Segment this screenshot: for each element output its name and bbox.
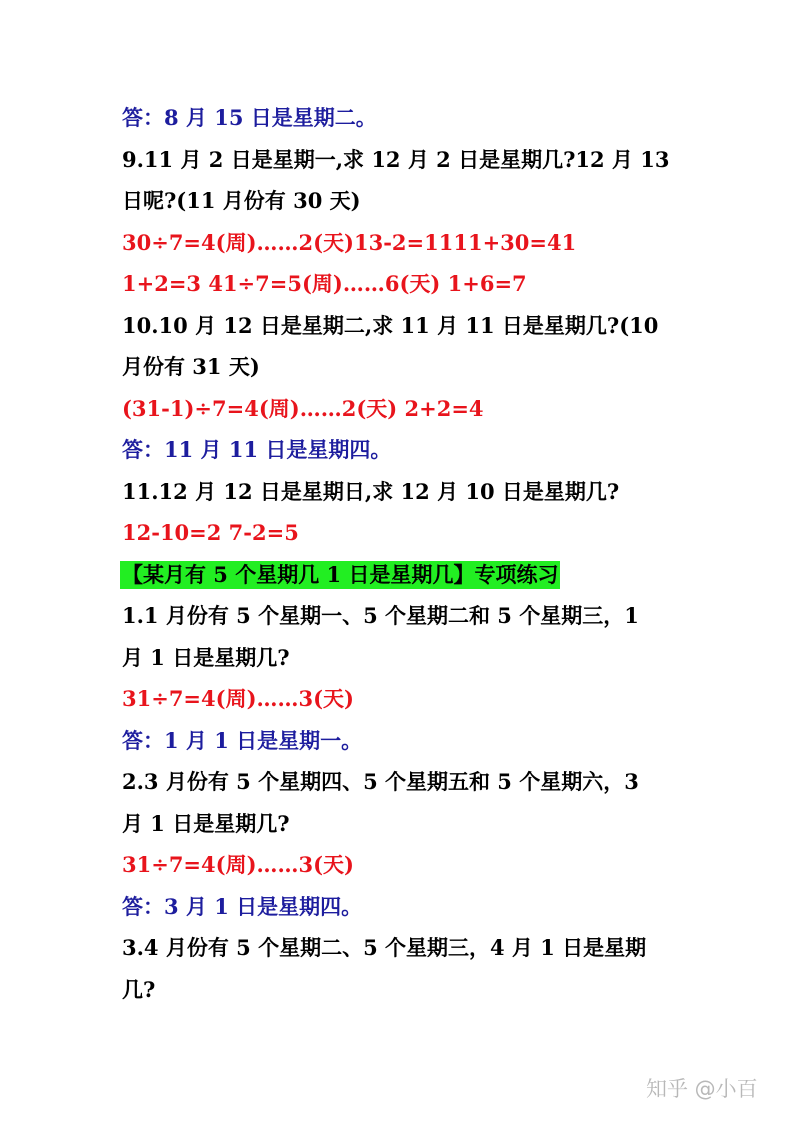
question-line: 月 1 日是星期几? <box>122 811 290 836</box>
answer-line: 答：3 月 1 日是星期四。 <box>122 894 363 919</box>
calculation-line: 30÷7=4(周)……2(天)13-2=1111+30=41 <box>122 230 577 255</box>
question-line: 1.1 月份有 5 个星期一、5 个星期二和 5 个星期三，1 <box>122 603 639 628</box>
calculation-line: (31-1)÷7=4(周)……2(天) 2+2=4 <box>122 396 484 421</box>
question-line: 10.10 月 12 日是星期二,求 11 月 11 日是星期几?(10 <box>122 313 659 338</box>
question-line: 3.4 月份有 5 个星期二、5 个星期三，4 月 1 日是星期 <box>122 935 647 960</box>
question-line: 月 1 日是星期几? <box>122 645 290 670</box>
calculation-line: 1+2=3 41÷7=5(周)……6(天) 1+6=7 <box>122 271 527 296</box>
question-line: 日呢?(11 月份有 30 天) <box>122 188 361 213</box>
calculation-line: 31÷7=4(周)……3(天) <box>122 686 354 711</box>
zhihu-watermark: 知乎 @小百 <box>646 1077 758 1101</box>
question-line: 几? <box>122 977 156 1002</box>
answer-line: 答：1 月 1 日是星期一。 <box>122 728 363 753</box>
answer-line: 答：8 月 15 日是星期二。 <box>122 105 377 130</box>
question-line: 月份有 31 天) <box>122 354 260 379</box>
section-heading: 【某月有 5 个星期几 1 日是星期几】专项练习 <box>122 562 559 587</box>
question-line: 2.3 月份有 5 个星期四、5 个星期五和 5 个星期六，3 <box>122 769 639 794</box>
calculation-line: 31÷7=4(周)……3(天) <box>122 852 354 877</box>
question-line: 9.11 月 2 日是星期一,求 12 月 2 日是星期几?12 月 13 <box>122 147 670 172</box>
answer-line: 答：11 月 11 日是星期四。 <box>122 437 392 462</box>
question-line: 11.12 月 12 日是星期日,求 12 月 10 日是星期几? <box>122 479 620 504</box>
calculation-line: 12-10=2 7-2=5 <box>122 520 299 545</box>
